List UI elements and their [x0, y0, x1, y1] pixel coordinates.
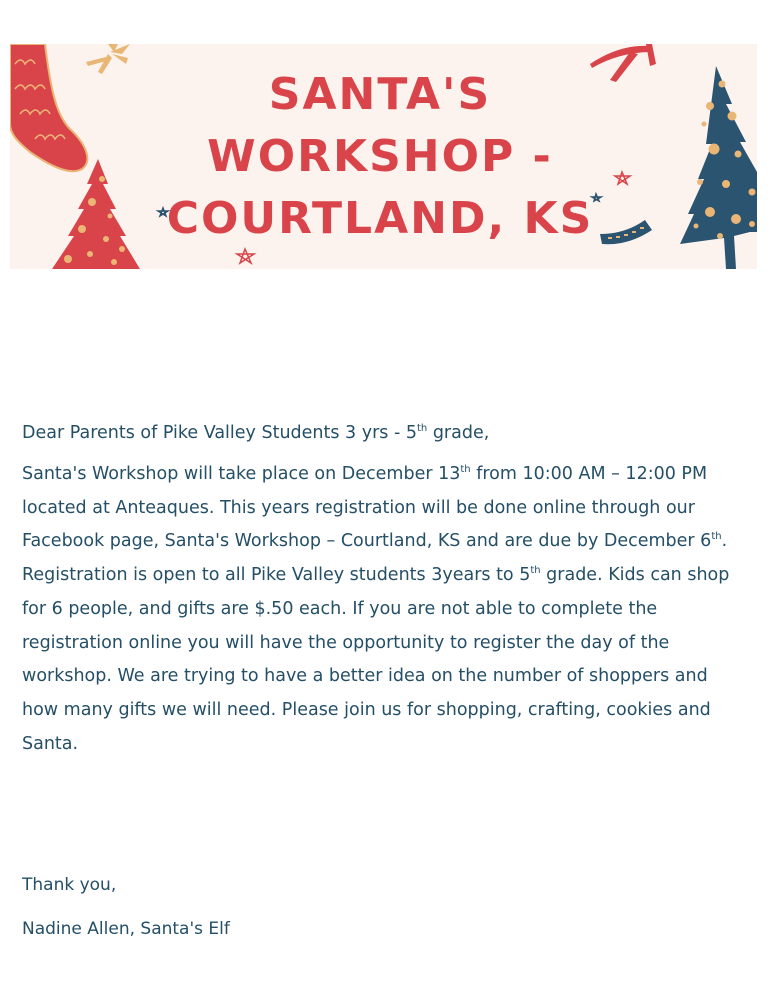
- scarf-icon: [600, 220, 652, 244]
- main-paragraph: [22, 458, 742, 761]
- paragraph-text: Santa's Workshop will take place on December 13: [22, 464, 461, 484]
- header-banner: [10, 44, 757, 269]
- ordinal-suffix: th: [711, 531, 722, 543]
- salutation-text-end: grade,: [427, 423, 490, 443]
- signature: Nadine Allen, Santa's Elf: [22, 919, 230, 939]
- salutation-text: Dear Parents of Pike Valley Students 3 yrs - 5: [22, 423, 417, 443]
- title-line-3: COURTLAND, KS: [166, 193, 594, 244]
- paragraph-text: from 10:00 AM – 12:00 PM located at Anteaques. This years registration will be done online through our Facebook page, Santa's Workshop – Courtland, KS and are due by December 6: [22, 464, 712, 552]
- ordinal-suffix: th: [460, 464, 471, 476]
- star-burst-icon: [86, 44, 130, 74]
- red-tree-icon: [52, 159, 140, 269]
- teal-tree-icon: [680, 66, 757, 269]
- letter-body: [22, 418, 742, 761]
- banner-title: [160, 64, 600, 250]
- title-line-1: SANTA'S: [268, 69, 492, 120]
- paragraph-text: grade. Kids can shop for 6 people, and gifts are $.50 each. If you are not able to complete the registration online you will have the opportunity to register the day of the workshop. We are trying to have a better idea on the number of shoppers and how many gifts we will need. Please join us for shopping, crafting, cookies and Santa.: [22, 565, 730, 754]
- letter-closing: [22, 870, 230, 958]
- ordinal-suffix: th: [530, 565, 541, 577]
- title-line-2: WORKSHOP -: [207, 131, 553, 182]
- stocking-icon: [10, 44, 87, 171]
- closing-thanks: Thank you,: [22, 875, 117, 895]
- ordinal-suffix: th: [416, 423, 428, 435]
- paragraph-text: . Registration is open to all Pike Valley students 3years to 5: [22, 531, 728, 586]
- salutation: [22, 418, 742, 448]
